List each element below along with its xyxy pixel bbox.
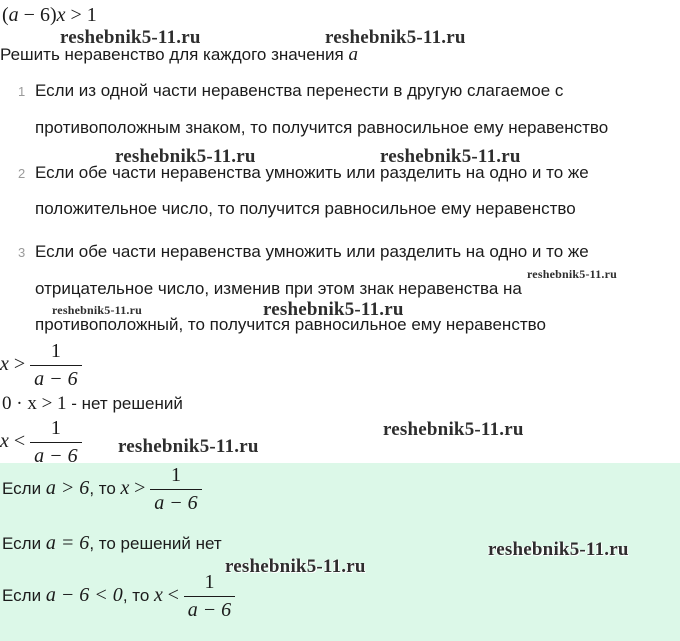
watermark: reshebnik5-11.ru — [60, 27, 201, 48]
watermark: reshebnik5-11.ru — [527, 267, 617, 281]
rule-2-marker: 2 — [18, 166, 26, 181]
rule-2-line-2: положительное число, то получится равносильное ему неравенство — [35, 199, 576, 218]
watermark: reshebnik5-11.ru — [383, 419, 524, 440]
watermark: reshebnik5-11.ru — [325, 27, 466, 48]
watermark: reshebnik5-11.ru — [115, 146, 256, 167]
watermark: reshebnik5-11.ru — [263, 299, 404, 320]
rule-3-line-2: отрицательное число, изменив при этом знак неравенства на — [35, 279, 522, 298]
rule-1-marker: 1 — [18, 84, 26, 99]
rule-3-marker: 3 — [18, 245, 26, 260]
watermark: reshebnik5-11.ru — [225, 556, 366, 577]
problem-formula: (a − 6)x > 1 — [2, 4, 97, 26]
watermark: reshebnik5-11.ru — [118, 436, 259, 457]
rule-1-line-2: противоположным знаком, то получится равносильное ему неравенство — [35, 118, 609, 137]
answer-case-2: Если a = 6, то решений нет — [2, 532, 222, 554]
answer-case-3: Если a − 6 < 0, то x < $\frac{1}{a - 6}$ — [2, 571, 235, 622]
watermark: reshebnik5-11.ru — [488, 539, 629, 560]
rule-2-line-1: Если обе части неравенства умножить или разделить на одно и то же — [35, 163, 589, 182]
rule-3-line-1: Если обе части неравенства умножить или разделить на одно и то же — [35, 242, 589, 261]
rule-1-line-1: Если из одной части неравенства перенести в другую слагаемое с — [35, 81, 564, 100]
watermark: reshebnik5-11.ru — [380, 146, 521, 167]
rule-3-line-3: противоположный, то получится равносильное ему неравенство — [35, 315, 546, 334]
problem-instruction: Решить неравенство для каждого значения a — [0, 44, 358, 65]
answer-case-1: Если a > 6, то x > $\frac{1}{a - 6}$ — [2, 464, 202, 515]
watermark: reshebnik5-11.ru — [52, 303, 142, 317]
step-1: x > $\frac{1}{a - 6}$ — [0, 340, 82, 391]
step-2: 0 · x > 1 - нет решений — [2, 393, 183, 414]
step-3: x < $\frac{1}{a - 6}$ — [0, 417, 82, 468]
